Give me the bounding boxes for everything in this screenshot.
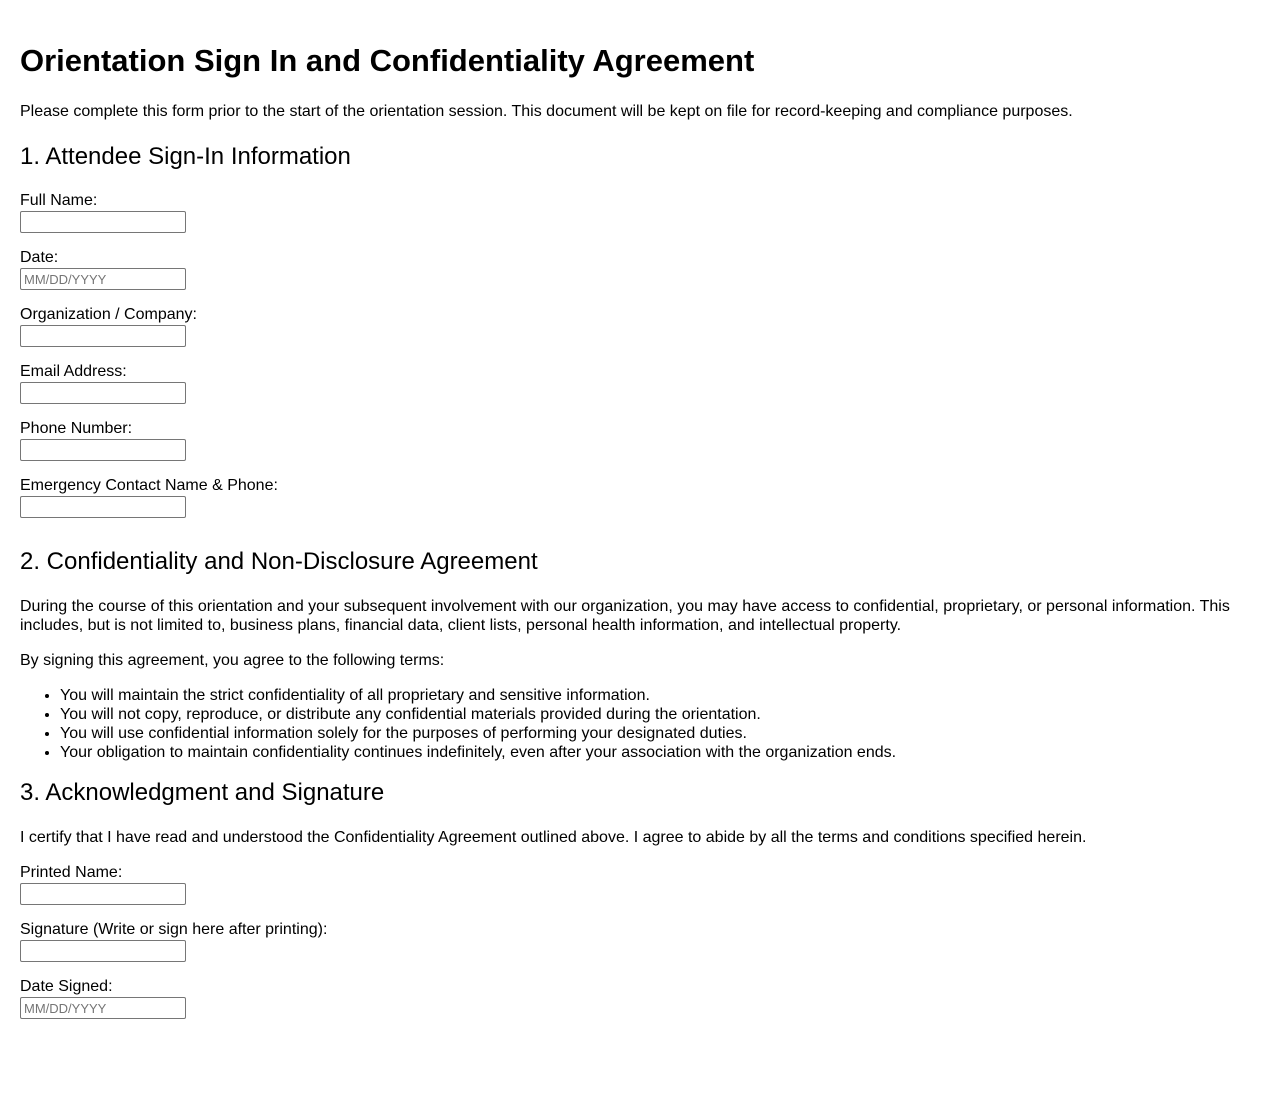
date-signed-field-group — [20, 977, 1242, 1019]
printed-name-label: Printed Name: — [20, 864, 123, 881]
date-field-group — [20, 248, 1242, 290]
section-confidentiality-heading: 2. Confidentiality and Non-Disclosure Agreement — [20, 548, 538, 575]
signature-field-group — [20, 920, 1242, 962]
emergency-contact-field-group — [20, 476, 1242, 518]
organization-input[interactable] — [20, 325, 186, 347]
page-title: Orientation Sign In and Confidentiality Agreement — [20, 43, 755, 78]
terms-intro-text: By signing this agreement, you agree to the following terms: — [20, 652, 445, 669]
date-signed-input[interactable] — [20, 997, 186, 1019]
phone-label: Phone Number: — [20, 420, 133, 437]
full-name-input[interactable] — [20, 211, 186, 233]
list-item: • You will maintain the strict confidentiality of all proprietary and sensitive information. — [60, 686, 1242, 705]
full-name-label: Full Name: — [20, 192, 98, 209]
signature-input[interactable] — [20, 940, 186, 962]
email-field-group — [20, 362, 1242, 404]
printed-name-input[interactable] — [20, 883, 186, 905]
emergency-contact-label: Emergency Contact Name & Phone: — [20, 477, 278, 494]
organization-field-group — [20, 305, 1242, 347]
date-label: Date: — [20, 249, 59, 266]
email-input[interactable] — [20, 382, 186, 404]
section-attendee-heading: 1. Attendee Sign-In Information — [20, 143, 351, 170]
list-item: • Your obligation to maintain confidentiality continues indefinitely, even after your association with the organization ends. — [60, 743, 1242, 762]
date-signed-label: Date Signed: — [20, 978, 113, 995]
terms-list — [20, 686, 1242, 762]
phone-input[interactable] — [20, 439, 186, 461]
intro-text: Please complete this form prior to the start of the orientation session. This document will be kept on file for record-keeping and compliance purposes. — [20, 103, 1073, 120]
signature-fields — [20, 863, 1242, 1019]
confidentiality-paragraph: During the course of this orientation and your subsequent involvement with our organization, you may have access to confidential, proprietary, or personal information. This includes, but is not limited to, business plans, financial data, client lists, personal health information, and intellectual property. — [20, 598, 1230, 634]
phone-field-group — [20, 419, 1242, 461]
signature-label: Signature (Write or sign here after printing): — [20, 921, 328, 938]
organization-label: Organization / Company: — [20, 306, 197, 323]
attendee-fields — [20, 191, 1242, 518]
printed-name-field-group — [20, 863, 1242, 905]
list-item: • You will use confidential information solely for the purposes of performing your designated duties. — [60, 724, 1242, 743]
email-label: Email Address: — [20, 363, 127, 380]
section-acknowledgment-heading: 3. Acknowledgment and Signature — [20, 779, 385, 806]
full-name-field-group — [20, 191, 1242, 233]
list-item: • You will not copy, reproduce, or distribute any confidential materials provided during the orientation. — [60, 705, 1242, 724]
emergency-contact-input[interactable] — [20, 496, 186, 518]
date-input[interactable] — [20, 268, 186, 290]
certification-text: I certify that I have read and understood the Confidentiality Agreement outlined above. I agree to abide by all the terms and conditions specified herein. — [20, 829, 1087, 846]
